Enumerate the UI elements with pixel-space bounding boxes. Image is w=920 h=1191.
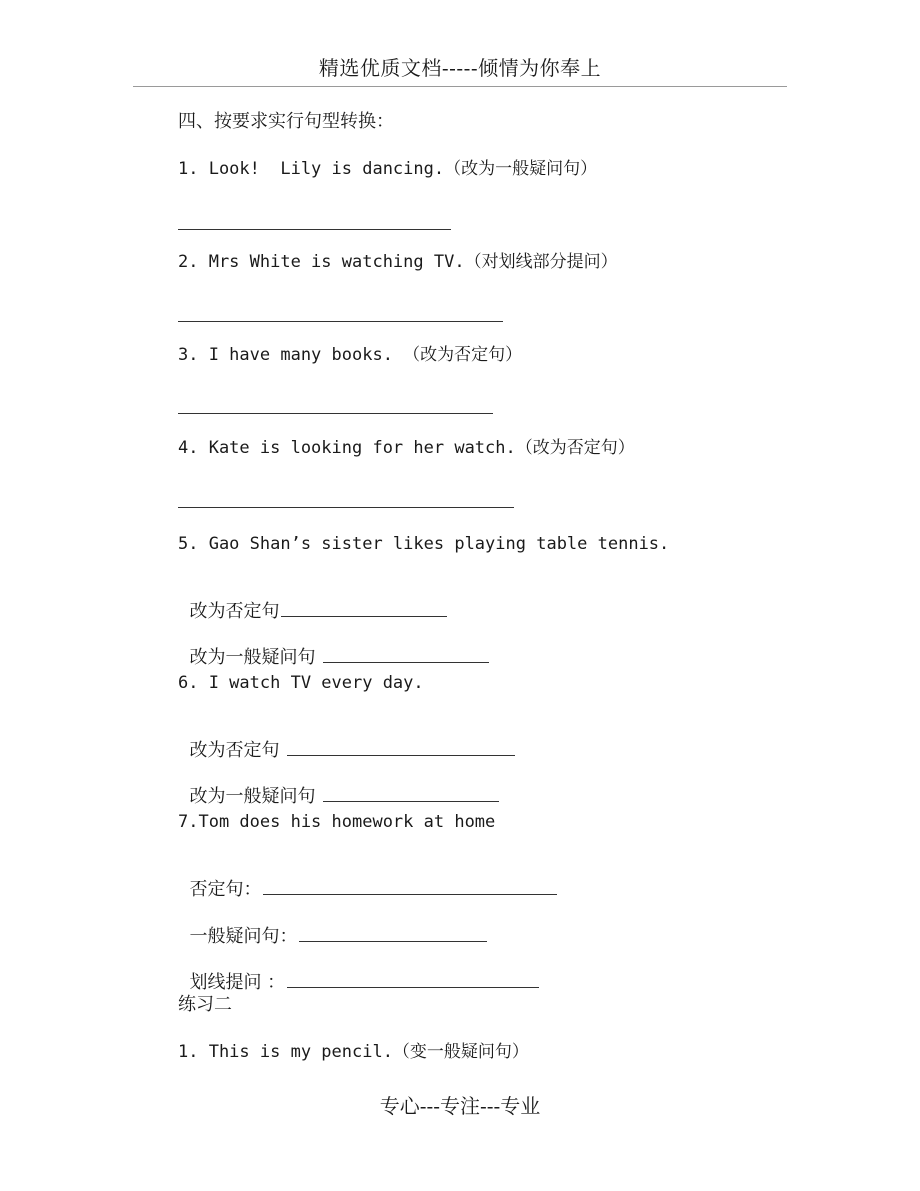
practice-2-heading: 练习二 xyxy=(178,994,232,1015)
question-7-wh-blank[interactable] xyxy=(287,970,539,988)
question-5-question-label: 改为一般疑问句 xyxy=(189,647,322,668)
question-6-negative-row xyxy=(178,714,515,763)
question-5: 5. Gao Shan’s sister likes playing table tennis. xyxy=(178,534,670,554)
question-7-negative-label: 否定句： xyxy=(189,879,262,900)
question-3: 3. I have many books. （改为否定句） xyxy=(178,345,523,365)
question-7-question-row xyxy=(178,900,487,949)
answer-blank-3[interactable] xyxy=(178,413,493,414)
page-footer: 专心---专注---专业 xyxy=(379,1094,541,1118)
practice-2-question-1: 1. This is my pencil.（变一般疑问句） xyxy=(178,1042,529,1062)
question-7: 7.Tom does his homework at home xyxy=(178,812,496,832)
question-6-question-row xyxy=(178,760,499,809)
header-rule xyxy=(133,86,787,87)
question-4: 4. Kate is looking for her watch.（改为否定句） xyxy=(178,438,635,458)
question-2: 2. Mrs White is watching TV.（对划线部分提问） xyxy=(178,252,618,272)
question-5-negative-row xyxy=(178,575,447,624)
question-1: 1. Look! Lily is dancing.（改为一般疑问句） xyxy=(178,159,598,179)
question-7-question-blank[interactable] xyxy=(299,924,487,942)
question-6-question-blank[interactable] xyxy=(323,784,499,802)
question-7-question-label: 一般疑问句： xyxy=(189,926,298,947)
section-title: 四、按要求实行句型转换： xyxy=(178,111,394,132)
question-6-negative-blank[interactable] xyxy=(287,738,515,756)
question-5-question-blank[interactable] xyxy=(323,645,489,663)
answer-blank-4[interactable] xyxy=(178,507,514,508)
question-6-negative-label: 改为否定句 xyxy=(189,740,286,761)
answer-blank-2[interactable] xyxy=(178,321,503,322)
answer-blank-1[interactable] xyxy=(178,229,451,230)
question-7-negative-blank[interactable] xyxy=(263,877,557,895)
question-6: 6. I watch TV every day. xyxy=(178,673,424,693)
question-5-negative-blank[interactable] xyxy=(281,599,447,617)
question-7-wh-row xyxy=(178,946,539,995)
question-6-question-label: 改为一般疑问句 xyxy=(189,786,322,807)
question-5-negative-label: 改为否定句 xyxy=(189,601,280,622)
page-header: 精选优质文档-----倾情为你奉上 xyxy=(318,56,602,80)
question-7-wh-label: 划线提问 ： xyxy=(189,972,286,993)
question-7-negative-row xyxy=(178,853,557,902)
question-5-question-row xyxy=(178,621,489,670)
